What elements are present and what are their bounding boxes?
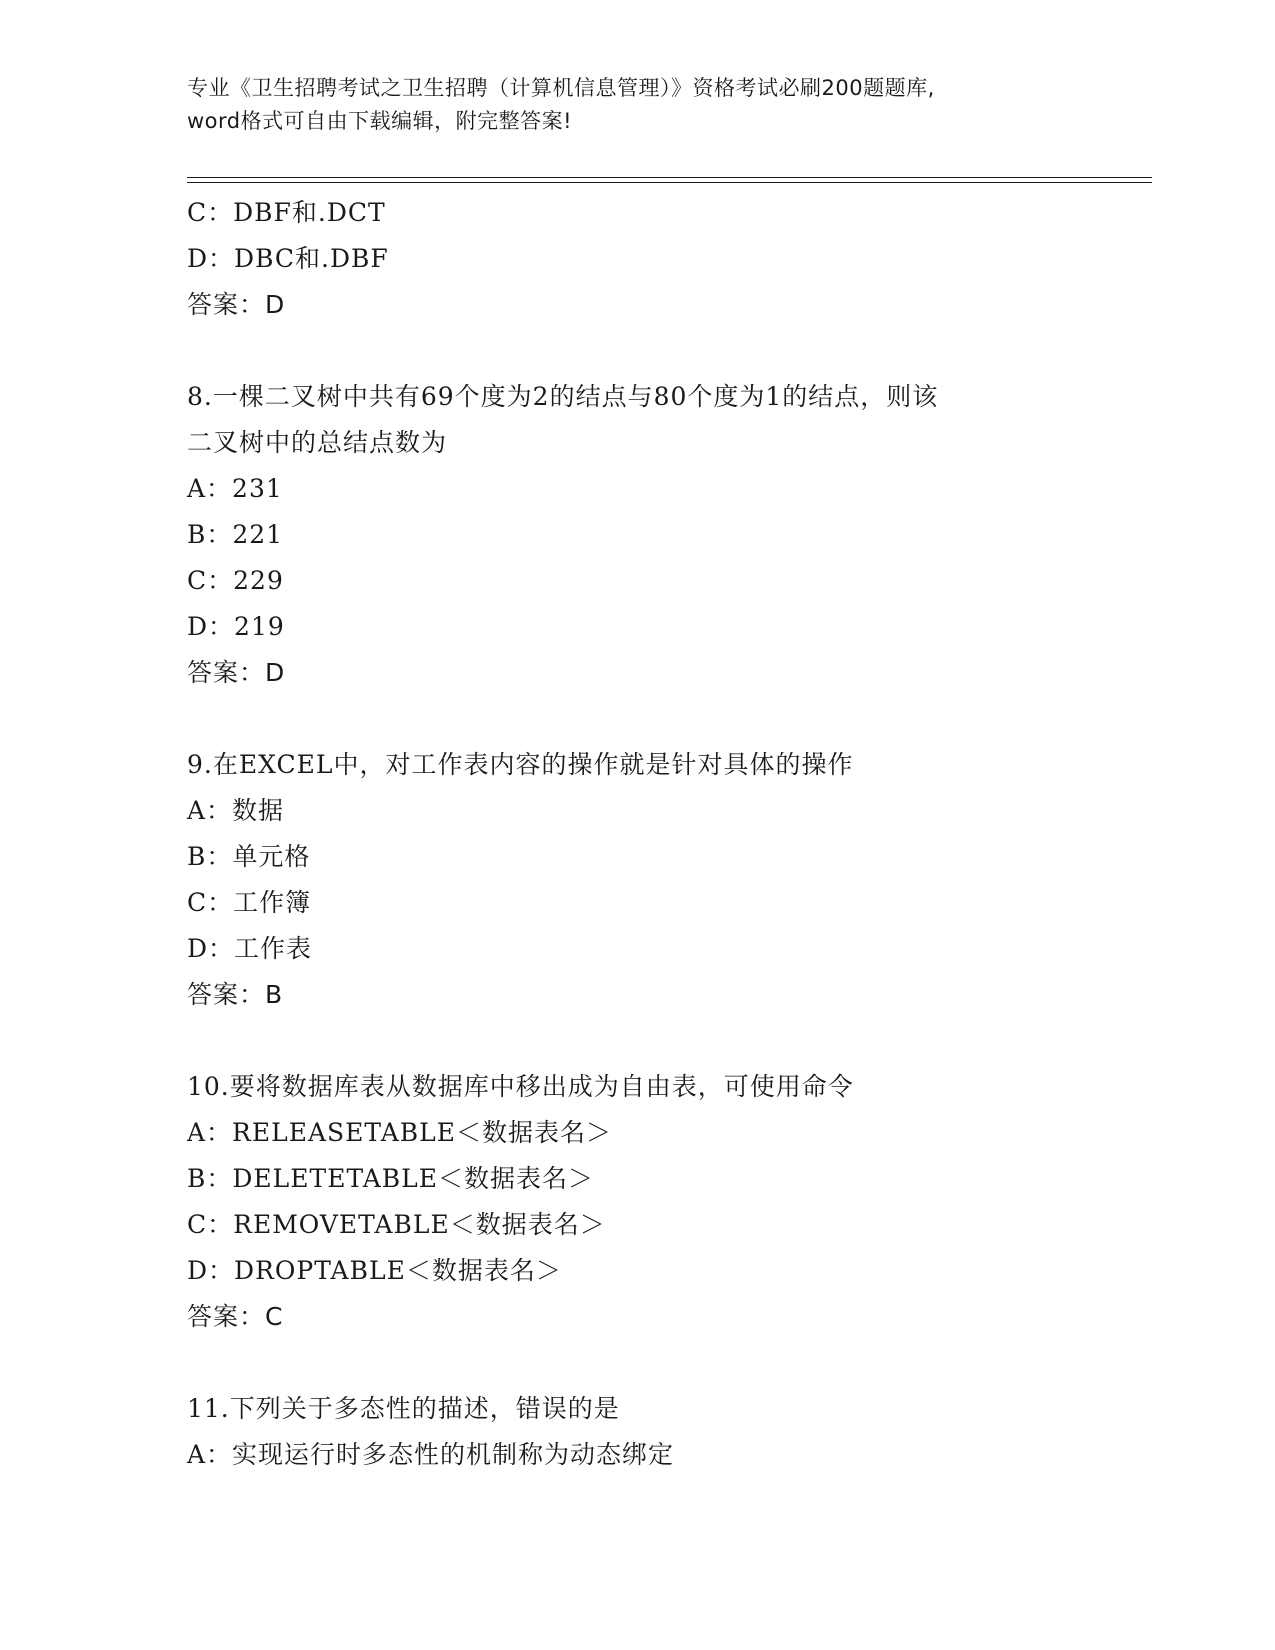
option-d: D：DBC和.DBF bbox=[187, 244, 389, 273]
option-a: A：实现运行时多态性的机制称为动态绑定 bbox=[187, 1440, 675, 1469]
option-b: B：单元格 bbox=[187, 842, 311, 871]
question-block-8 bbox=[187, 374, 1152, 696]
option-c: C：REMOVETABLE＜数据表名＞ bbox=[187, 1210, 606, 1239]
question-block-10 bbox=[187, 1064, 1152, 1340]
spacer bbox=[187, 1340, 1152, 1386]
header-divider-bottom bbox=[187, 182, 1152, 183]
question-stem: 8.一棵二叉树中共有69个度为2的结点与80个度为1的结点，则该 bbox=[187, 382, 939, 411]
option-a: A：数据 bbox=[187, 796, 285, 825]
answer-line: 答案：C bbox=[187, 1302, 284, 1331]
question-block-11 bbox=[187, 1386, 1152, 1478]
spacer bbox=[187, 696, 1152, 742]
header-title-line-1: 专业《卫生招聘考试之卫生招聘（计算机信息管理）》资格考试必刷200题题库, bbox=[187, 76, 935, 100]
question-stem-continued: 二叉树中的总结点数为 bbox=[187, 428, 448, 457]
answer-line: 答案：B bbox=[187, 980, 284, 1009]
option-d: D：DROPTABLE＜数据表名＞ bbox=[187, 1256, 562, 1285]
option-b: B：DELETETABLE＜数据表名＞ bbox=[187, 1164, 595, 1193]
option-d: D：219 bbox=[187, 612, 285, 641]
question-block-9 bbox=[187, 742, 1152, 1018]
option-d: D：工作表 bbox=[187, 934, 313, 963]
question-stem: 10.要将数据库表从数据库中移出成为自由表，可使用命令 bbox=[187, 1072, 854, 1101]
question-content bbox=[187, 190, 1152, 1478]
option-b: B：221 bbox=[187, 520, 284, 549]
header-title-line-2: word格式可自由下载编辑，附完整答案! bbox=[187, 109, 573, 133]
question-stem: 11.下列关于多态性的描述，错误的是 bbox=[187, 1394, 620, 1423]
answer-line: 答案：D bbox=[187, 290, 286, 319]
question-stem: 9.在EXCEL中，对工作表内容的操作就是针对具体的操作 bbox=[187, 750, 854, 779]
header-divider-top bbox=[187, 177, 1152, 178]
document-header bbox=[187, 72, 1087, 138]
option-a: A：231 bbox=[187, 474, 283, 503]
spacer bbox=[187, 1018, 1152, 1064]
answer-line: 答案：D bbox=[187, 658, 286, 687]
spacer bbox=[187, 328, 1152, 374]
option-c: C：DBF和.DCT bbox=[187, 198, 386, 227]
option-c: C：工作簿 bbox=[187, 888, 312, 917]
option-c: C：229 bbox=[187, 566, 284, 595]
question-block-7 bbox=[187, 190, 1152, 328]
option-a: A：RELEASETABLE＜数据表名＞ bbox=[187, 1118, 612, 1147]
